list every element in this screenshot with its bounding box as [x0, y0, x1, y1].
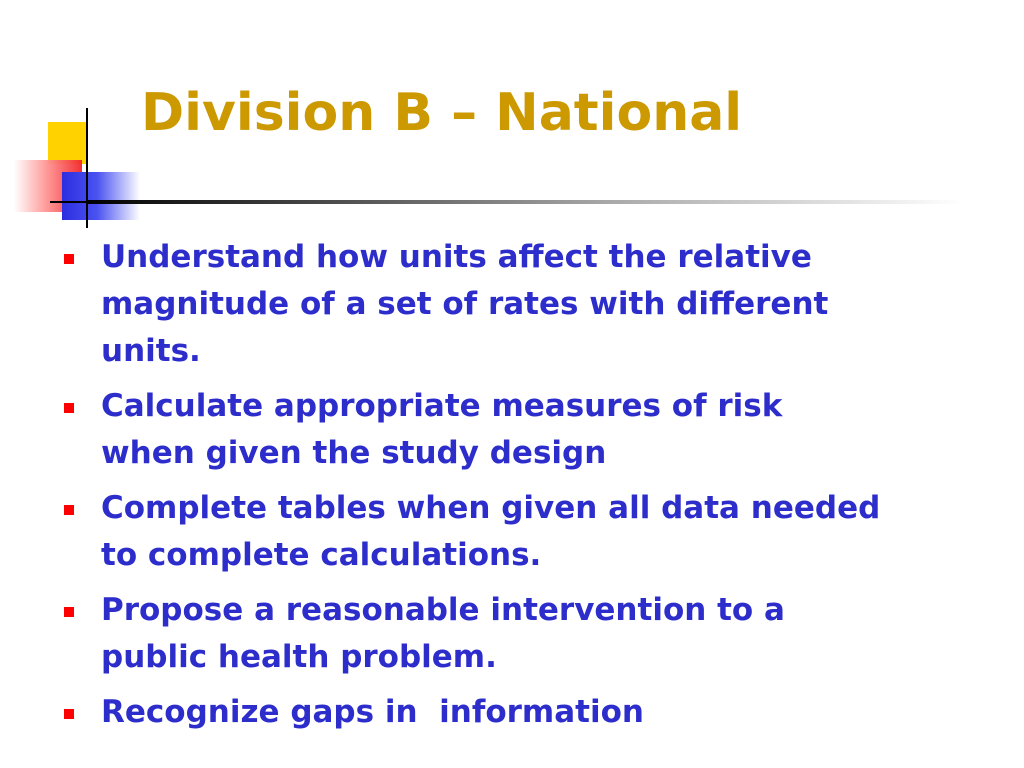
red-square-bullet-icon — [64, 403, 74, 413]
bullet-line: magnitude of a set of rates with different — [101, 286, 829, 322]
logo-blue-square — [62, 172, 140, 220]
title-divider — [88, 200, 964, 204]
red-square-bullet-icon — [64, 505, 74, 515]
logo-yellow-square — [48, 122, 88, 164]
red-square-bullet-icon — [64, 254, 74, 264]
bullet-line: Propose a reasonable intervention to a — [101, 592, 785, 628]
bullet-list — [60, 234, 1000, 744]
bullet-line: Complete tables when given all data needed — [101, 490, 881, 526]
bullet-item — [60, 383, 1000, 477]
slide-logo-icon — [0, 100, 150, 235]
bullet-line: when given the study design — [101, 435, 607, 471]
bullet-item — [60, 689, 1000, 736]
bullet-line: public health problem. — [101, 639, 497, 675]
bullet-line: Understand how units affect the relative — [101, 239, 812, 275]
bullet-item — [60, 234, 1000, 375]
bullet-item — [60, 587, 1000, 681]
bullet-line: Calculate appropriate measures of risk — [101, 388, 783, 424]
slide-title: Division B – National — [141, 83, 743, 143]
bullet-line: units. — [101, 333, 201, 369]
bullet-item — [60, 485, 1000, 579]
red-square-bullet-icon — [64, 607, 74, 617]
logo-vertical-line — [86, 108, 88, 228]
bullet-line: to complete calculations. — [101, 537, 542, 573]
bullet-line: Recognize gaps in information — [101, 694, 644, 730]
red-square-bullet-icon — [64, 709, 74, 719]
